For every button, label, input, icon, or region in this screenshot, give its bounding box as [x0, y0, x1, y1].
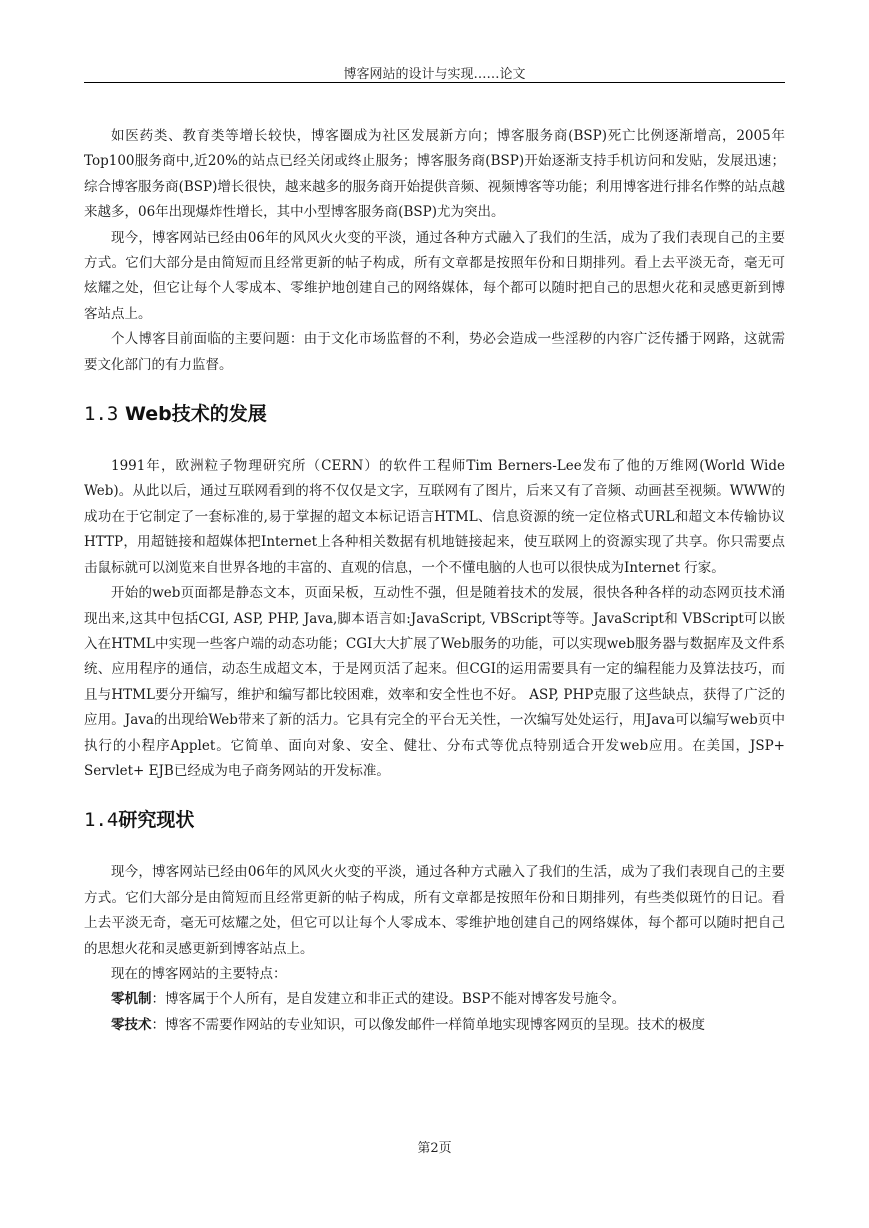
feature-term: 零技术: [111, 1016, 152, 1033]
section-number: 1.3: [84, 403, 119, 426]
running-header: 博客网站的设计与实现……论文: [343, 67, 526, 82]
feature-term: 零机制: [111, 991, 152, 1008]
feature-item: [84, 1013, 785, 1038]
feature-text: ：博客属于个人所有，是自发建立和非正式的建设。BSP不能对博客发号施令。: [151, 991, 626, 1008]
section-title: 研究现状: [118, 809, 195, 832]
feature-text: ：博客不需要作网站的专业知识，可以像发邮件一样简单地实现博客网页的呈现。技术的极度: [151, 1016, 705, 1033]
section-heading-1-3: [84, 400, 785, 428]
document-body: [84, 124, 785, 1038]
paragraph: 开始的web页面都是静态文本，页面呆板，互动性不强，但是随着技术的发展，很快各种各样的动态网页技术涌现出来,这其中包括CGI, ASP, PHP, Java,脚本语言如:JavaScript, VBScript等等。JavaScript和 VBScript可以嵌入在HTML中实现一些客户端的动态功能；CGI大大扩展了Web服务的功能，可以实现web服务器与数据库及文件系统、应用程序的通信，动态生成超文本，于是网页活了起来。但CGI的运用需要具有一定的编程能力及算法技巧，而且与HTML要分开编写，维护和编写都比较困难，效率和安全性也不好。 ASP, PHP克服了这些缺点，获得了广泛的应用。Java的出现给Web带来了新的活力。它具有完全的平台无关性，一次编写处处运行，用Java可以编写web页中执行的小程序Applet。它简单、面向对象、安全、健壮、分布式等优点特别适合开发web应用。在美国，JSP+ Servlet+ EJB已经成为电子商务网站的开发标准。: [84, 585, 785, 779]
section-title: Web技术的发展: [124, 403, 267, 426]
section-heading-1-4: [84, 806, 785, 834]
section-number: 1.4: [84, 809, 119, 832]
paragraph: 现今，博客网站已经由06年的风风火火变的平淡，通过各种方式融入了我们的生活，成为了我们表现自己的主要方式。它们大部分是由简短而且经常更新的帖子构成，所有文章都是按照年份和日期排列，有些类似斑竹的日记。看上去平淡无奇，毫无可炫耀之处，但它可以让每个人零成本、零维护地创建自己的网络媒体，每个都可以随时把自己的思想火花和灵感更新到博客站点上。: [84, 864, 785, 957]
feature-item: [84, 987, 785, 1012]
paragraph: 1991年，欧洲粒子物理研究所（CERN）的软件工程师Tim Berners-Lee发布了他的万维网(World Wide Web)。从此以后，通过互联网看到的将不仅仅是文字，互联网有了图片，后来又有了音频、动画甚至视频。WWW的成功在于它制定了一套标准的,易于掌握的超文本标记语言HTML、信息资源的统一定位格式URL和超文本传输协议HTTP，用超链接和超媒体把Internet上各种相关数据有机地链接起来，使互联网上的资源实现了共享。你只需要点击鼠标就可以浏览来自世界各地的丰富的、直观的信息，一个不懂电脑的人也可以很快成为Internet 行家。: [84, 458, 785, 576]
paragraph: 现今，博客网站已经由06年的风风火火变的平淡，通过各种方式融入了我们的生活，成为了我们表现自己的主要方式。它们大部分是由简短而且经常更新的帖子构成，所有文章都是按照年份和日期排列。看上去平淡无奇，毫无可炫耀之处，但它让每个人零成本、零维护地创建自己的网络媒体，每个都可以随时把自己的思想火花和灵感更新到博客站点上。: [84, 229, 785, 322]
paragraph: 如医药类、教育类等增长较快，博客圈成为社区发展新方向；博客服务商(BSP)死亡比例逐渐增高，2005年Top100服务商中,近20%的站点已经关闭或终止服务；博客服务商(BSP)开始逐渐支持手机访问和发贴，发展迅速；综合博客服务商(BSP)增长很快，越来越多的服务商开始提供音频、视频博客等功能；利用博客进行排名作弊的站点越来越多，06年出现爆炸性增长，其中小型博客服务商(BSP)尤为突出。: [84, 128, 785, 221]
page-number: 第2页: [417, 1141, 452, 1156]
paragraph: 现在的博客网站的主要特点：: [111, 965, 287, 982]
paragraph: 个人博客目前面临的主要问题：由于文化市场监督的不利，势必会造成一些淫秽的内容广泛传播于网路，这就需要文化部门的有力监督。: [84, 331, 785, 373]
header-rule: [84, 82, 785, 83]
